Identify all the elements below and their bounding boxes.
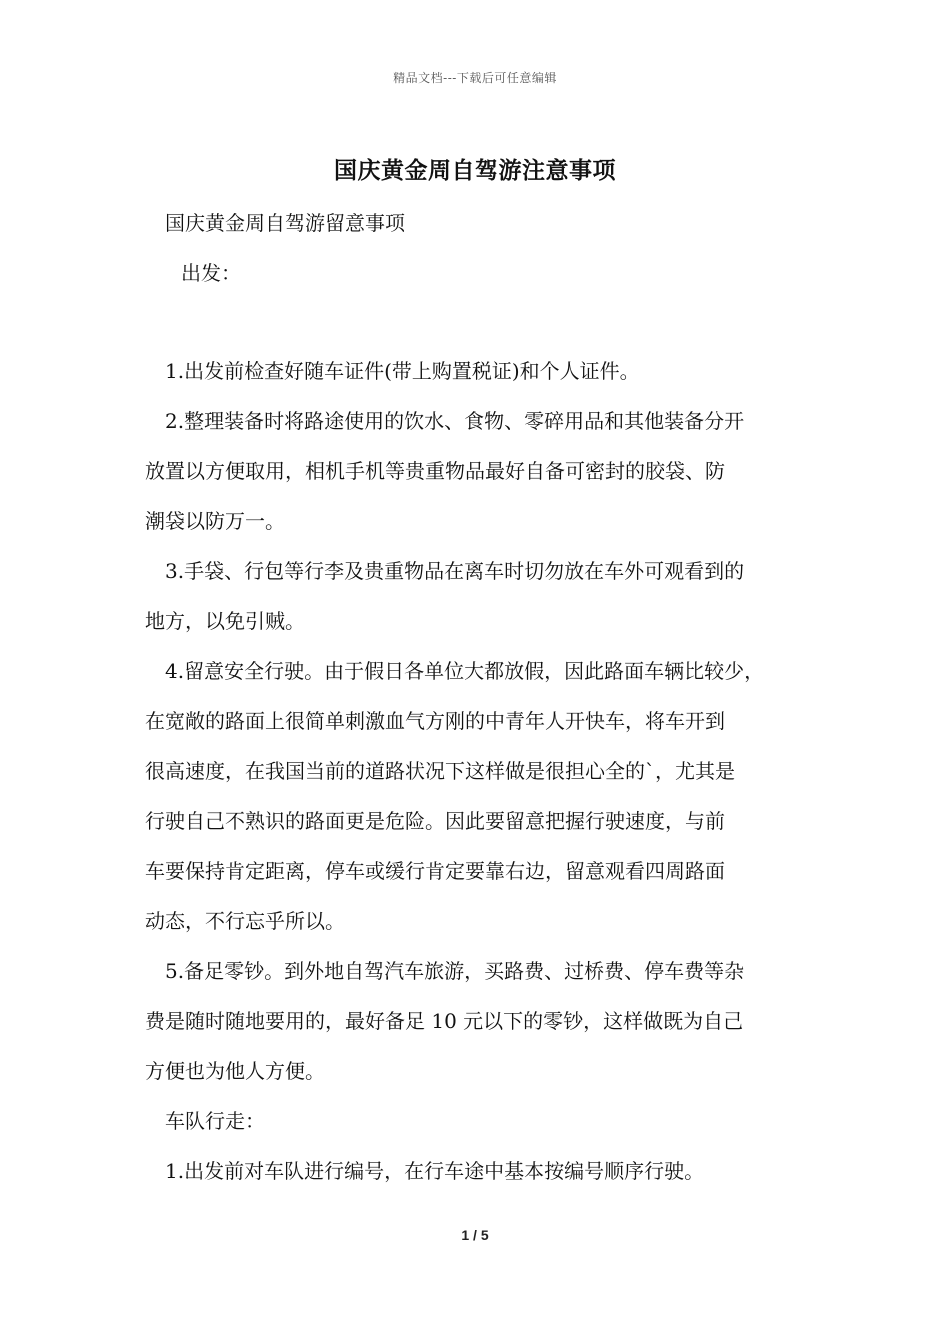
paragraph-1-line-1: 1.出发前检查好随车证件(带上购置税证)和个人证件。 (165, 359, 640, 383)
paragraph-5-line-3: 方便也为他人方便。 (145, 1059, 325, 1083)
paragraph-2-line-3: 潮袋以防万一。 (145, 509, 285, 533)
paragraph-4-line-2: 在宽敞的路面上很简单刺激血气方刚的中青年人开快车，将车开到 (145, 709, 725, 733)
convoy-item-1: 1.出发前对车队进行编号，在行车途中基本按编号顺序行驶。 (165, 1159, 705, 1183)
paragraph-4-line-6: 动态，不行忘乎所以。 (145, 909, 345, 933)
document-title: 国庆黄金周自驾游注意事项 (334, 157, 616, 184)
page-header: 精品文档---下载后可任意编辑 (393, 71, 557, 85)
subtitle-line: 国庆黄金周自驾游留意事项 (165, 211, 405, 235)
paragraph-4-line-3: 很高速度，在我国当前的道路状况下这样做是很担心全的`，尤其是 (145, 759, 735, 783)
paragraph-5-line-1: 5.备足零钞。到外地自驾汽车旅游，买路费、过桥费、停车费等杂 (165, 959, 745, 983)
document-body-top (145, 198, 821, 298)
document-body (145, 346, 821, 1196)
depart-heading: 出发： (181, 261, 241, 285)
paragraph-2-line-2: 放置以方便取用，相机手机等贵重物品最好自备可密封的胶袋、防 (145, 459, 725, 483)
paragraph-4-line-5: 车要保持肯定距离，停车或缓行肯定要靠右边，留意观看四周路面 (145, 859, 725, 883)
paragraph-3-line-1: 3.手袋、行包等行李及贵重物品在离车时切勿放在车外可观看到的 (165, 559, 745, 583)
paragraph-4-line-4: 行驶自己不熟识的路面更是危险。因此要留意把握行驶速度，与前 (145, 809, 725, 833)
paragraph-3-line-2: 地方，以免引贼。 (145, 609, 305, 633)
paragraph-4-line-1: 4.留意安全行驶。由于假日各单位大都放假，因此路面车辆比较少， (165, 659, 765, 683)
convoy-heading: 车队行走： (165, 1109, 265, 1133)
page-number: 1 / 5 (461, 1227, 489, 1243)
paragraph-5-line-2: 费是随时随地要用的，最好备足 10 元以下的零钞，这样做既为自己 (145, 1009, 744, 1033)
paragraph-2-line-1: 2.整理装备时将路途使用的饮水、食物、零碎用品和其他装备分开 (165, 409, 745, 433)
